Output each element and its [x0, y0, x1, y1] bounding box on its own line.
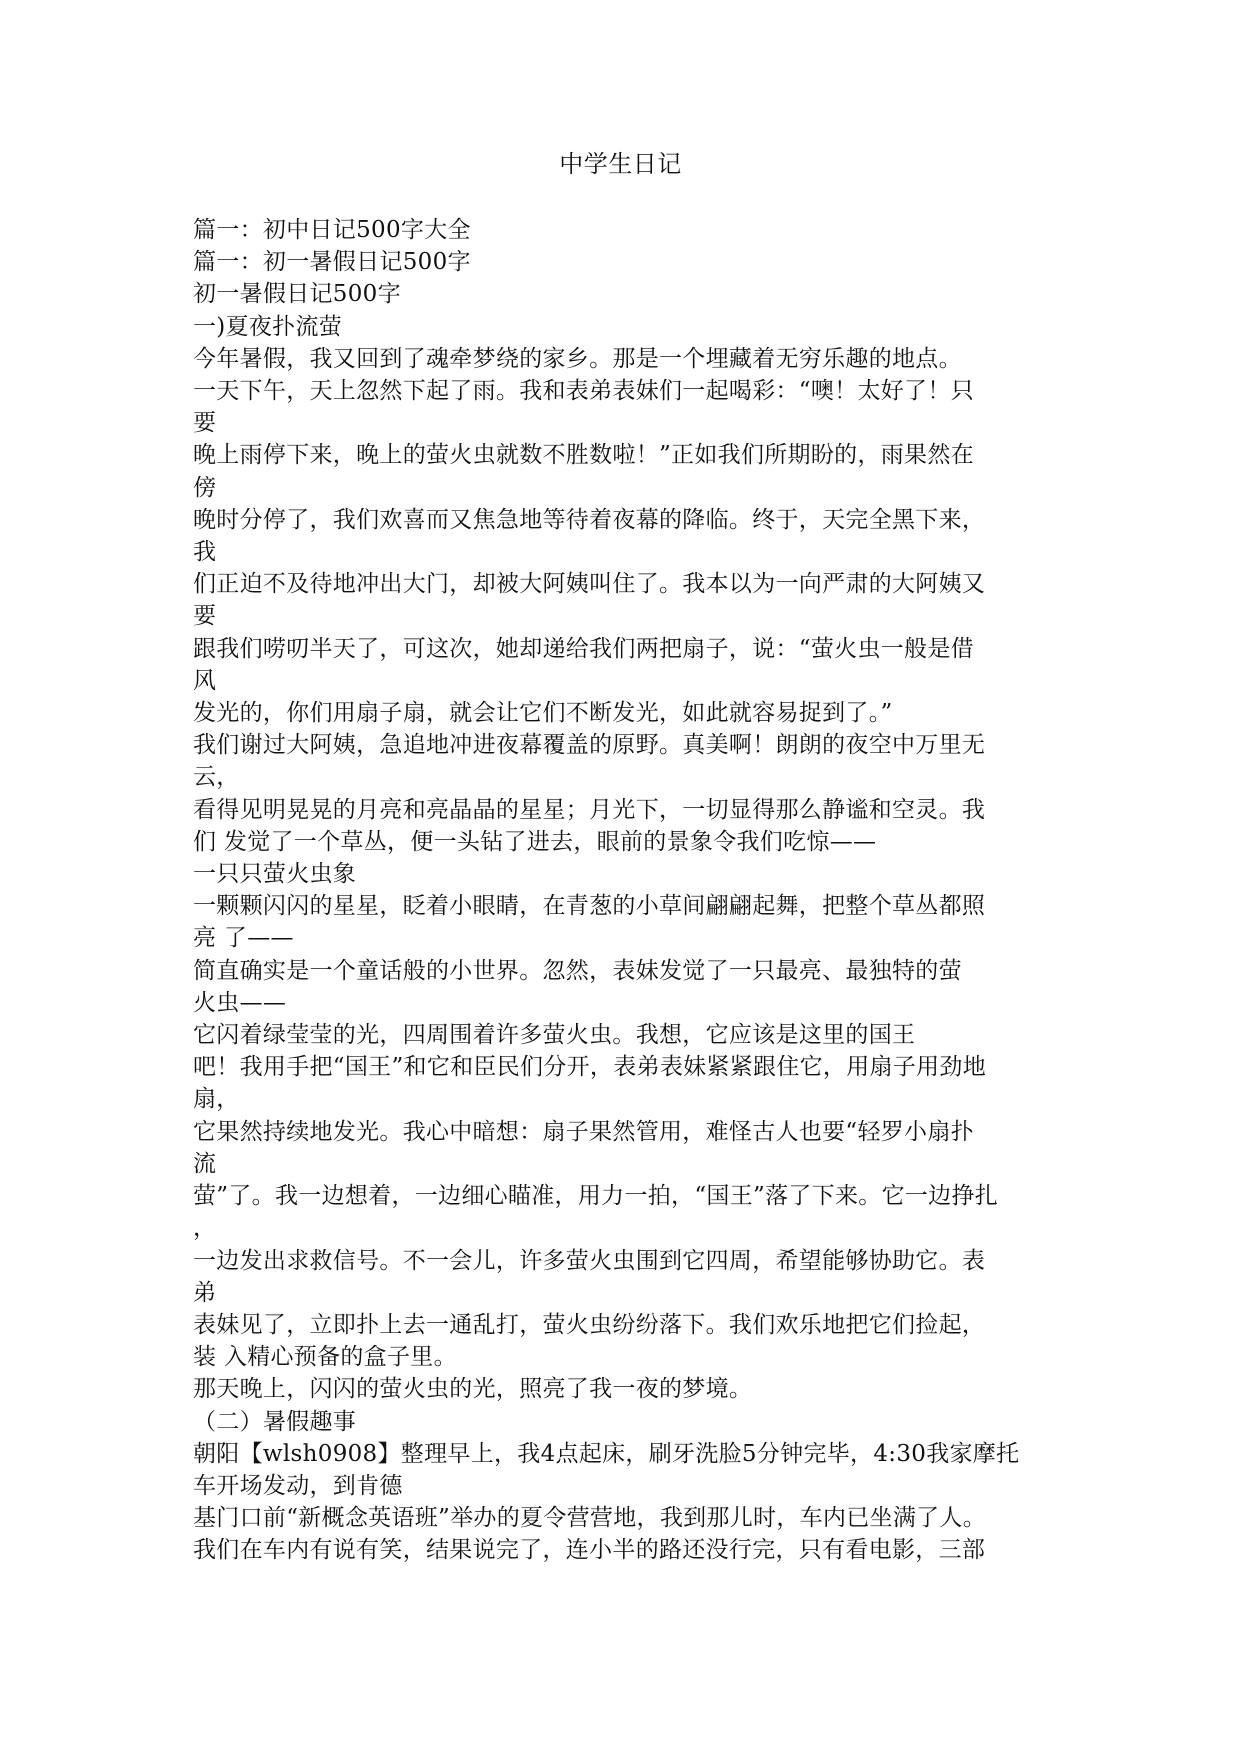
text-line: 一颗颗闪闪的星星，眨着小眼睛，在青葱的小草间翩翩起舞，把整个草丛都照	[193, 893, 986, 920]
text-line: 弟	[193, 1279, 217, 1306]
text-line: 云，	[193, 764, 240, 791]
text-line: 基门口前“新概念英语班”举办的夏令营营地，我到那儿时，车内已坐满了人。	[193, 1505, 987, 1532]
text-line: 一边发出求救信号。不一会儿，许多萤火虫围到它四周，希望能够协助它。表	[193, 1247, 986, 1274]
text-line: 看得见明晃晃的月亮和亮晶晶的星星；月光下，一切显得那么静谧和空灵。我	[193, 796, 986, 823]
text-line: 一天下午，天上忽然下起了雨。我和表弟表妹们一起喝彩：“噢！太好了！只	[193, 378, 974, 405]
text-line: 们正迫不及待地冲出大门，却被大阿姨叫住了。我本以为一向严肃的大阿姨又	[193, 571, 986, 598]
text-line: 我们谢过大阿姨，急追地冲进夜幕覆盖的原野。真美啊！朗朗的夜空中万里无	[193, 732, 986, 759]
text-line: 吧！我用手把“国王”和它和臣民们分开，表弟表妹紧紧跟住它，用扇子用劲地	[193, 1054, 987, 1081]
text-line: ，	[193, 1215, 217, 1242]
text-line: 今年暑假，我又回到了魂牵梦绕的家乡。那是一个埋藏着无穷乐趣的地点。	[193, 345, 962, 372]
text-line: 一只只萤火虫象	[193, 861, 357, 888]
text-line: 亮 了——	[193, 925, 294, 952]
text-line: （二）暑假趣事	[193, 1408, 357, 1435]
text-line: 风	[193, 667, 217, 694]
text-line: 一)夏夜扑流萤	[193, 313, 343, 340]
text-line: 晚时分停了，我们欢喜而又焦急地等待着夜幕的降临。终于，天完全黑下来，	[193, 506, 986, 533]
text-line: 篇一：初一暑假日记500字	[193, 249, 471, 276]
text-line: 要	[193, 603, 217, 630]
text-line: 流	[193, 1150, 217, 1177]
document-title: 中学生日记	[559, 150, 682, 178]
text-line: 傍	[193, 474, 217, 501]
text-line: 那天晚上，闪闪的萤火虫的光，照亮了我一夜的梦境。	[193, 1376, 753, 1403]
text-line: 跟我们唠叨半天了，可这次，她却递给我们两把扇子，说：“萤火虫一般是借	[193, 635, 974, 662]
text-line: 萤”了。我一边想着，一边细心瞄准，用力一拍，“国王”落了下来。它一边挣扎	[193, 1183, 999, 1210]
text-line: 发光的，你们用扇子扇，就会让它们不断发光，如此就容易捉到了。”	[193, 700, 893, 727]
text-line: 篇一：初中日记500字大全	[193, 217, 471, 243]
document-body	[193, 214, 1073, 1567]
text-line: 装 入精心预备的盒子里。	[193, 1344, 457, 1371]
text-line: 朝阳【wlsh0908】整理早上，我4点起床，刷牙洗脸5分钟完毕，4:30我家摩托	[193, 1440, 1020, 1467]
text-line: 要	[193, 410, 217, 437]
text-line: 它闪着绿莹莹的光，四周围着许多萤火虫。我想，它应该是这里的国王	[193, 1022, 916, 1049]
text-line: 扇，	[193, 1086, 240, 1113]
text-line: 我们在车内有说有笑，结果说完了，连小半的路还没行完，只有看电影，三部	[193, 1537, 986, 1564]
text-line: 我	[193, 539, 217, 566]
text-line: 们 发觉了一个草丛，便一头钻了进去，眼前的景象令我们吃惊——	[193, 828, 877, 855]
text-line: 它果然持续地发光。我心中暗想：扇子果然管用，难怪古人也要“轻罗小扇扑	[193, 1118, 974, 1145]
text-line: 晚上雨停下来，晚上的萤火虫就数不胜数啦！”正如我们所期盼的，雨果然在	[193, 442, 974, 469]
text-line: 车开场发动，到肯德	[193, 1472, 403, 1499]
text-line: 初一暑假日记500字	[193, 281, 401, 308]
text-line: 表妹见了，立即扑上去一通乱打，萤火虫纷纷落下。我们欢乐地把它们捡起，	[193, 1311, 986, 1338]
text-line: 火虫——	[193, 989, 287, 1016]
text-line: 简直确实是一个童话般的小世界。忽然，表妹发觉了一只最亮、最独特的萤	[193, 957, 962, 984]
